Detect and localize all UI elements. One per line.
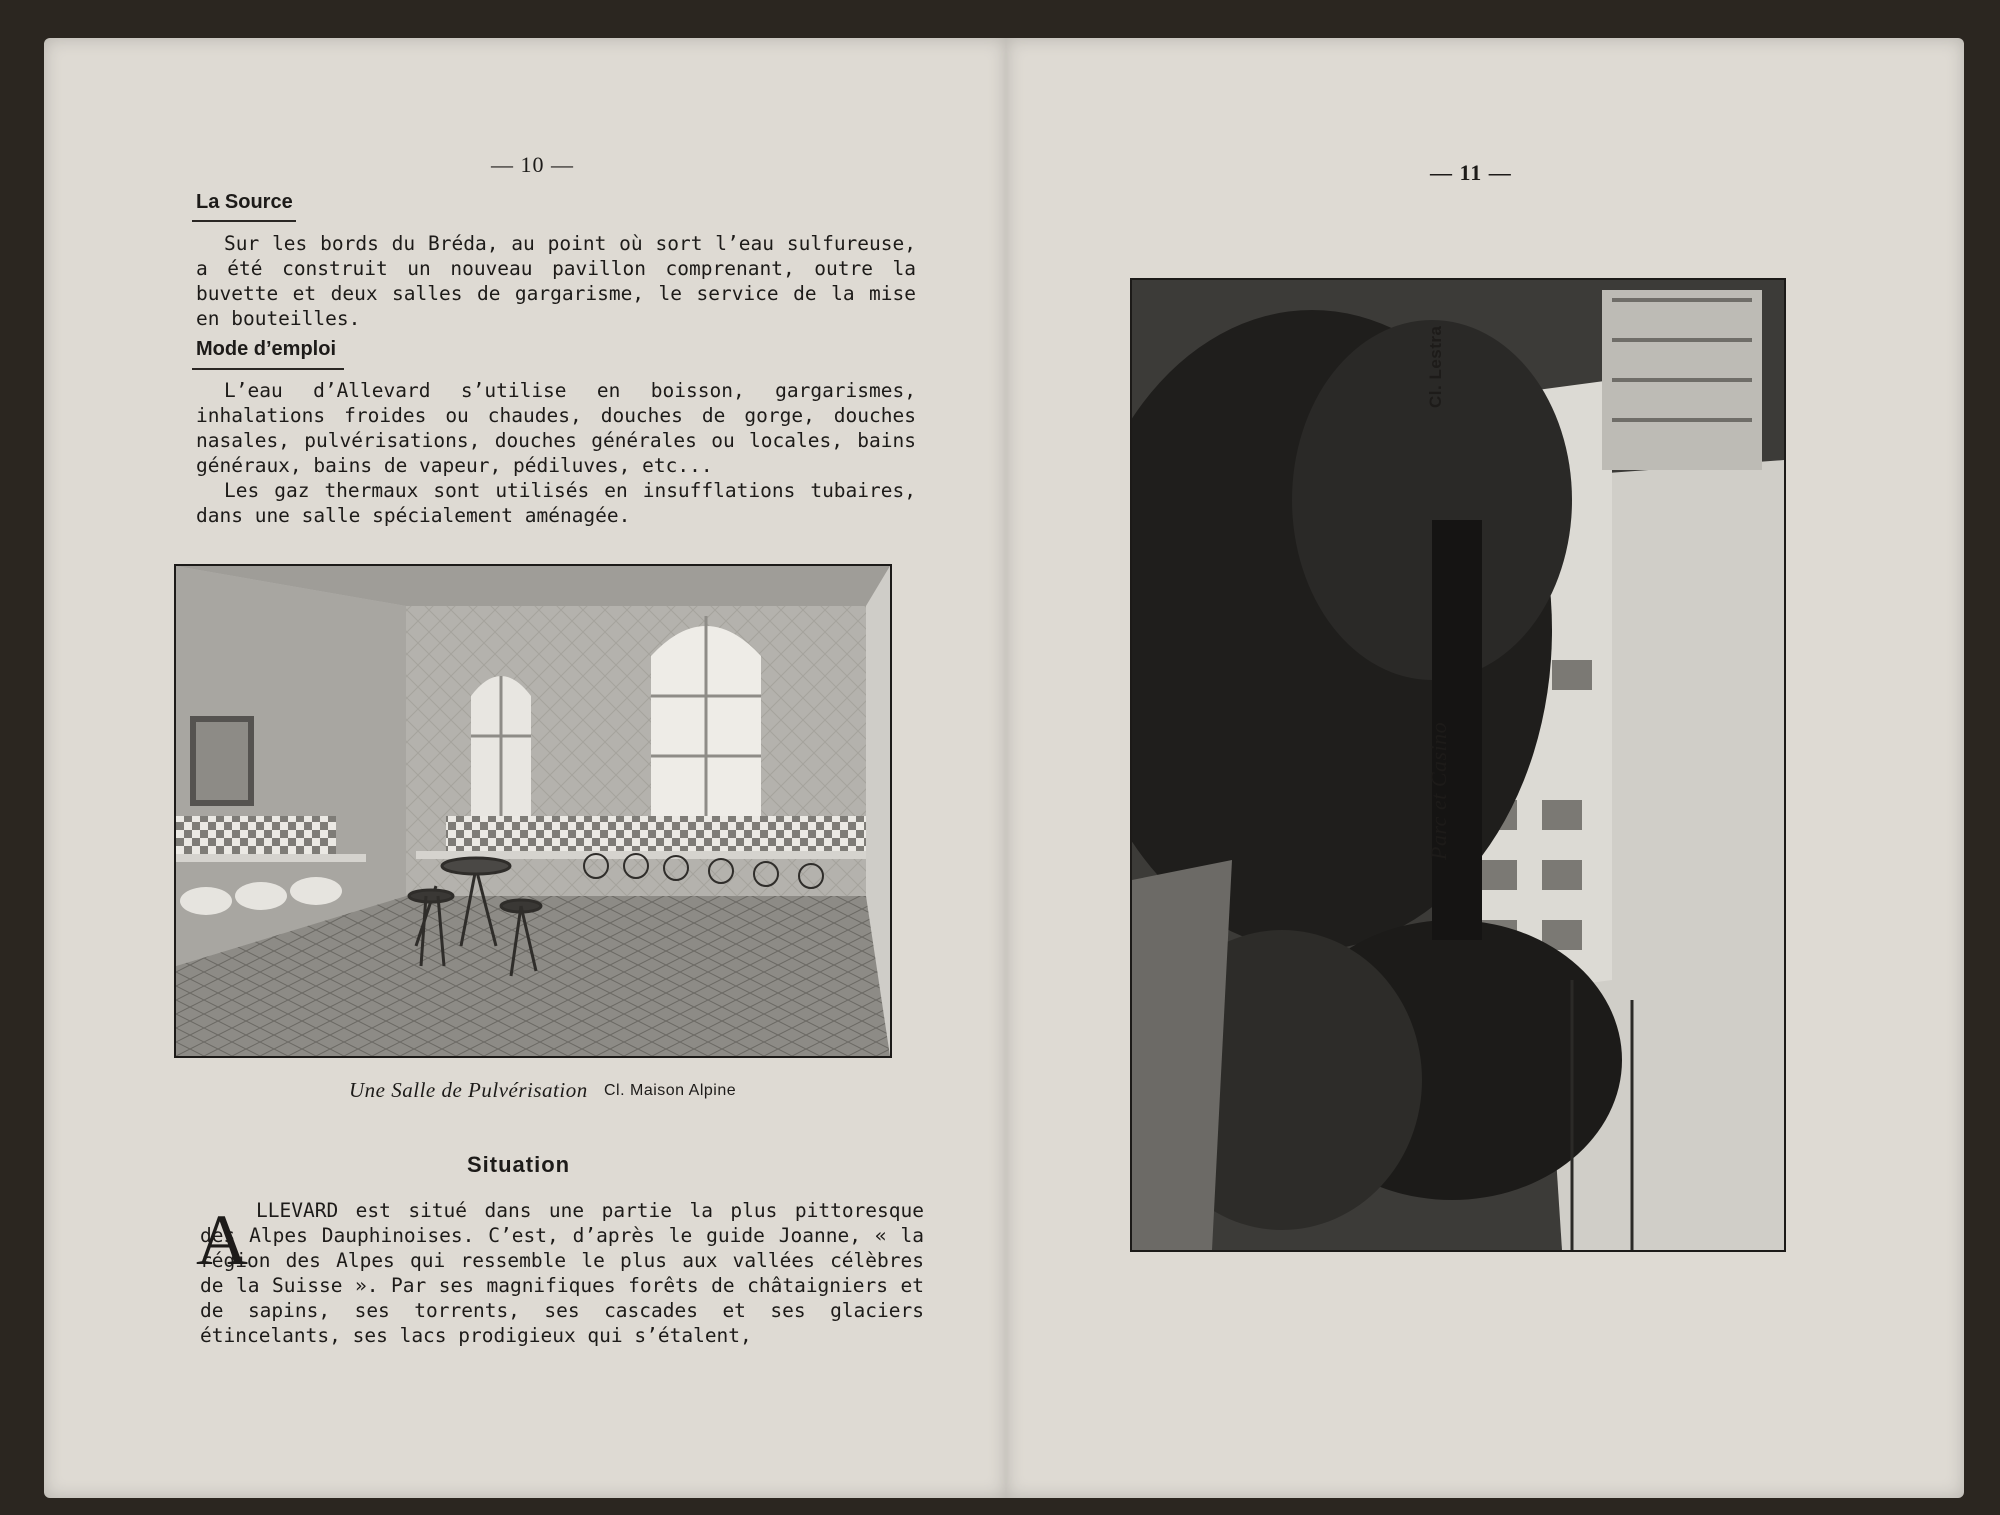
park-illustration: [1132, 280, 1784, 1250]
source-text: Sur les bords du Bréda, au point où sort l’eau sulfureuse, a été construit un nouveau pavillon comprenant, outre la buvette et deux salles de gargarisme, le service de la mise en bouteilles.: [196, 232, 916, 330]
mode-text-1: L’eau d’Allevard s’utilise en boisson, gargarismes, inhalations froides ou chaudes, douches de gorge, douches nasales, pulvérisations, douches générales ou locales, bains généraux, bains de vapeur, pédiluves, etc...: [196, 379, 916, 477]
situation-body: est situé dans une partie la plus pittoresque des Alpes Dauphinoises. C’est, d’après le guide Joanne, « la région des Alpes qui ressemble le plus aux vallées célèbres de la Suisse ». Par ses magnifiques forêts de châtaigniers et de sapins, ses torrents, ses cascades et ses glaciers étincelants, ses lacs prodigieux qui s’étalent,: [200, 1199, 924, 1347]
page-number-left: — 10 —: [491, 152, 574, 177]
heading-underline: [192, 220, 296, 222]
paragraph-source: [196, 231, 916, 331]
situation-text: [200, 1198, 924, 1348]
paragraph-situation: [200, 1198, 924, 1348]
room-illustration: [176, 566, 890, 1056]
photo-caption-right: Parc et Casino: [1426, 721, 1451, 860]
situation-smallcaps: LLEVARD: [256, 1199, 339, 1222]
photo-caption-left: Une Salle de Pulvérisation: [349, 1078, 588, 1102]
photo-caption-right-wrapper: [1426, 722, 1452, 860]
right-page: [1006, 38, 1964, 1498]
photo-credit-right: Cl. Lestra: [1426, 325, 1445, 408]
heading-la-source: La Source: [196, 191, 293, 213]
heading-mode-emploi: Mode d’emploi: [196, 338, 336, 360]
section-title-situation: Situation: [467, 1152, 571, 1177]
left-page: [44, 38, 1008, 1498]
photo-parc-casino: [1130, 278, 1786, 1252]
drop-cap: A: [196, 1200, 248, 1280]
photo-salle-pulverisation: [174, 564, 892, 1058]
paragraph-mode-emploi: [196, 378, 916, 528]
heading-underline: [192, 368, 344, 370]
photo-credit-left: Cl. Maison Alpine: [604, 1082, 737, 1099]
page-number-right: — 11 —: [1430, 160, 1512, 185]
mode-text-2: Les gaz thermaux sont utilisés en insufflations tubaires, dans une salle spécialement aménagée.: [196, 479, 916, 527]
photo-credit-right-wrapper: [1426, 326, 1446, 408]
